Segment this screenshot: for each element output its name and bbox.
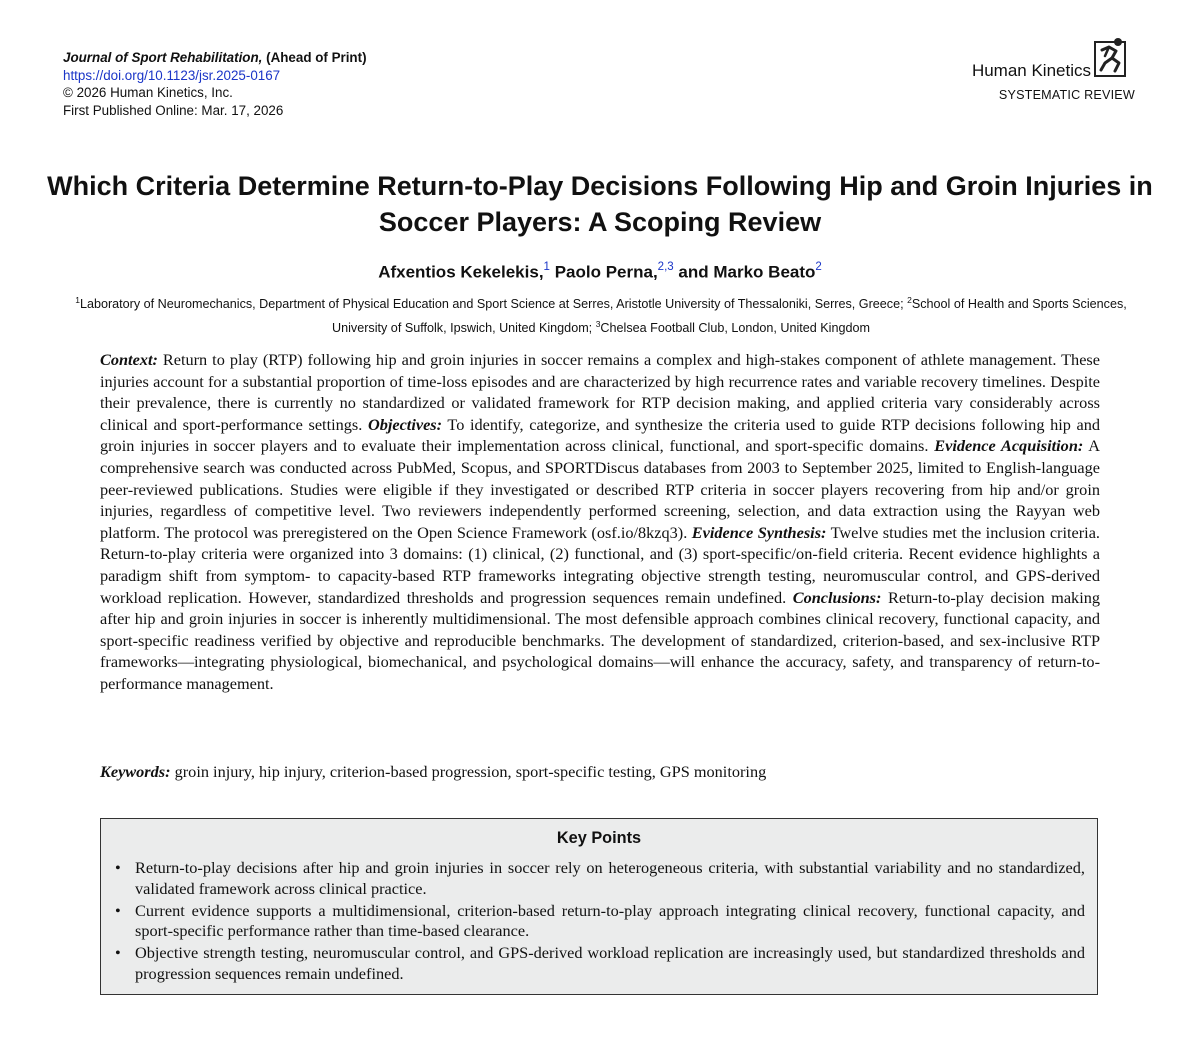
abstract-label-conclusions: Conclusions:: [792, 587, 882, 607]
author-name: Marko Beato: [713, 262, 816, 282]
bullet-icon: •: [115, 858, 121, 877]
abstract-text-context: Return to play (RTP) following hip and groin injuries in soccer remains a complex and high-stakes component of athlete management. These injuries account for a substantial proportion of time-loss episodes and are characterized by high recurrence rates and variable recovery timelines. Despite their prevalence, there is currently no standardized or validated framework for RTP decision making, and applied criteria vary considerably across clinical and sport-performance settings.: [100, 350, 1100, 434]
affiliation-number: 2: [907, 295, 912, 305]
author-name: Afxentios Kekelekis,: [378, 262, 544, 282]
abstract-text-evidence-acquisition: A comprehensive search was conducted across PubMed, Scopus, and SPORTDiscus databases from 2003 to September 2025, limited to English-language peer-reviewed publications. Studies were eligible if they investigated or described RTP criteria in soccer players recovering from hip and/or groin injuries, regardless of competitive level. Two reviewers independently performed screening, selection, and data extraction using the Rayyan web platform. The protocol was preregistered on the Open Science Framework (osf.io/8kzq3).: [100, 436, 1101, 542]
abstract-text-objectives: To identify, categorize, and synthesize the criteria used to guide RTP decisions following hip and groin injuries in soccer players and to evaluate their implementation across clinical, functional, and sport-specific domains.: [100, 414, 1100, 456]
abstract: [100, 349, 1100, 695]
journal-citation: [63, 49, 663, 67]
keywords-text: groin injury, hip injury, criterion-based progression, sport-specific testing, GPS monitoring: [170, 762, 767, 781]
key-point-text: Current evidence supports a multidimensional, criterion-based return-to-play approach integrating clinical recovery, functional capacity, and sport-specific performance rather than time-based clearance.: [135, 900, 1085, 941]
published-date: First Published Online: Mar. 17, 2026: [63, 102, 284, 118]
journal-status: (Ahead of Print): [262, 50, 367, 65]
copyright-line: © 2026 Human Kinetics, Inc.: [63, 85, 233, 100]
author-affiliation-number[interactable]: 2,3: [657, 261, 674, 273]
author-affiliation-number[interactable]: 1: [543, 261, 550, 273]
affiliation-text: Laboratory of Neuromechanics, Department of Physical Education and Sport Science at Serres, Aristotle University of Thessaloniki, Serres, Greece;: [79, 297, 908, 312]
affiliation-number: 3: [595, 319, 601, 330]
abstract-label-evidence-synthesis: Evidence Synthesis:: [691, 522, 827, 542]
key-points-title: Key Points: [556, 829, 642, 847]
article-title: Which Criteria Determine Return-to-Play Decisions Following Hip and Groin Injuries in Soccer Players: A Scoping Review: [47, 171, 1153, 237]
publisher-block: [815, 37, 1135, 107]
human-kinetics-logo-icon: [1093, 37, 1129, 79]
article-type: SYSTEMATIC REVIEW: [998, 88, 1135, 102]
journal-name: Journal of Sport Rehabilitation,: [63, 50, 263, 65]
journal-header: [63, 49, 663, 119]
key-points-list: [101, 858, 1097, 985]
author-affiliation-number[interactable]: 2: [815, 261, 822, 273]
keywords-label: Keywords:: [100, 762, 171, 781]
abstract-label-evidence-acquisition: Evidence Acquisition:: [934, 436, 1084, 456]
affiliations: [66, 290, 1136, 338]
abstract-text-conclusions: Return-to-play decision making after hip and groin injuries in soccer is inherently multidimensional. The most defensible approach combines clinical recovery, functional capacity, and sport-specific readiness verified by objective and reproducible benchmarks. The development of standardized, criterion-based, and sex-inclusive RTP frameworks—integrating physiological, biomechanical, and psychological domains—will enhance the accuracy, safety, and transparency of return-to-performance management.: [100, 587, 1101, 693]
abstract-label-context: Context:: [100, 350, 158, 369]
key-point-item: [115, 858, 1085, 900]
key-points-box: [100, 818, 1098, 995]
affiliation-number: 1: [75, 295, 80, 305]
author-name: Paolo Perna,: [554, 262, 658, 282]
abstract-label-objectives: Objectives:: [367, 414, 443, 434]
doi-link[interactable]: https://doi.org/10.1123/jsr.2025-0167: [63, 67, 281, 83]
key-point-item: [115, 901, 1085, 943]
key-point-text: Return-to-play decisions after hip and groin injuries in soccer rely on heterogeneous criteria, with substantial variability and no standardized, validated framework across clinical practice.: [135, 858, 1085, 898]
bullet-icon: •: [115, 900, 121, 920]
key-point-item: [115, 943, 1085, 985]
abstract-text-evidence-synthesis: Twelve studies met the inclusion criteria. Return-to-play criteria were organized into 3 domains: (1) clinical, (2) functional, and (3) sport-specific/on-field criteria. Recent evidence highlights a paradigm shift from symptom- to capacity-based RTP frameworks integrating objective strength testing, neuromuscular control, and GPS-derived workload replication. However, standardized thresholds and progression sequences remain undefined.: [100, 522, 1100, 607]
keywords-line: [100, 762, 1100, 782]
key-point-text: Objective strength testing, neuromuscular control, and GPS-derived workload replication are increasingly used, but standardized thresholds and progression sequences remain undefined.: [135, 943, 1085, 983]
bullet-icon: •: [115, 943, 121, 963]
author-joiner: and: [678, 262, 709, 282]
publisher-name: Human Kinetics: [971, 61, 1091, 80]
affiliation-text: School of Health and Sports Sciences, University of Suffolk, Ipswich, United Kingdom;: [332, 297, 1127, 336]
affiliation-text: Chelsea Football Club, London, United Kingdom: [600, 321, 870, 336]
author-line: [0, 262, 1200, 283]
